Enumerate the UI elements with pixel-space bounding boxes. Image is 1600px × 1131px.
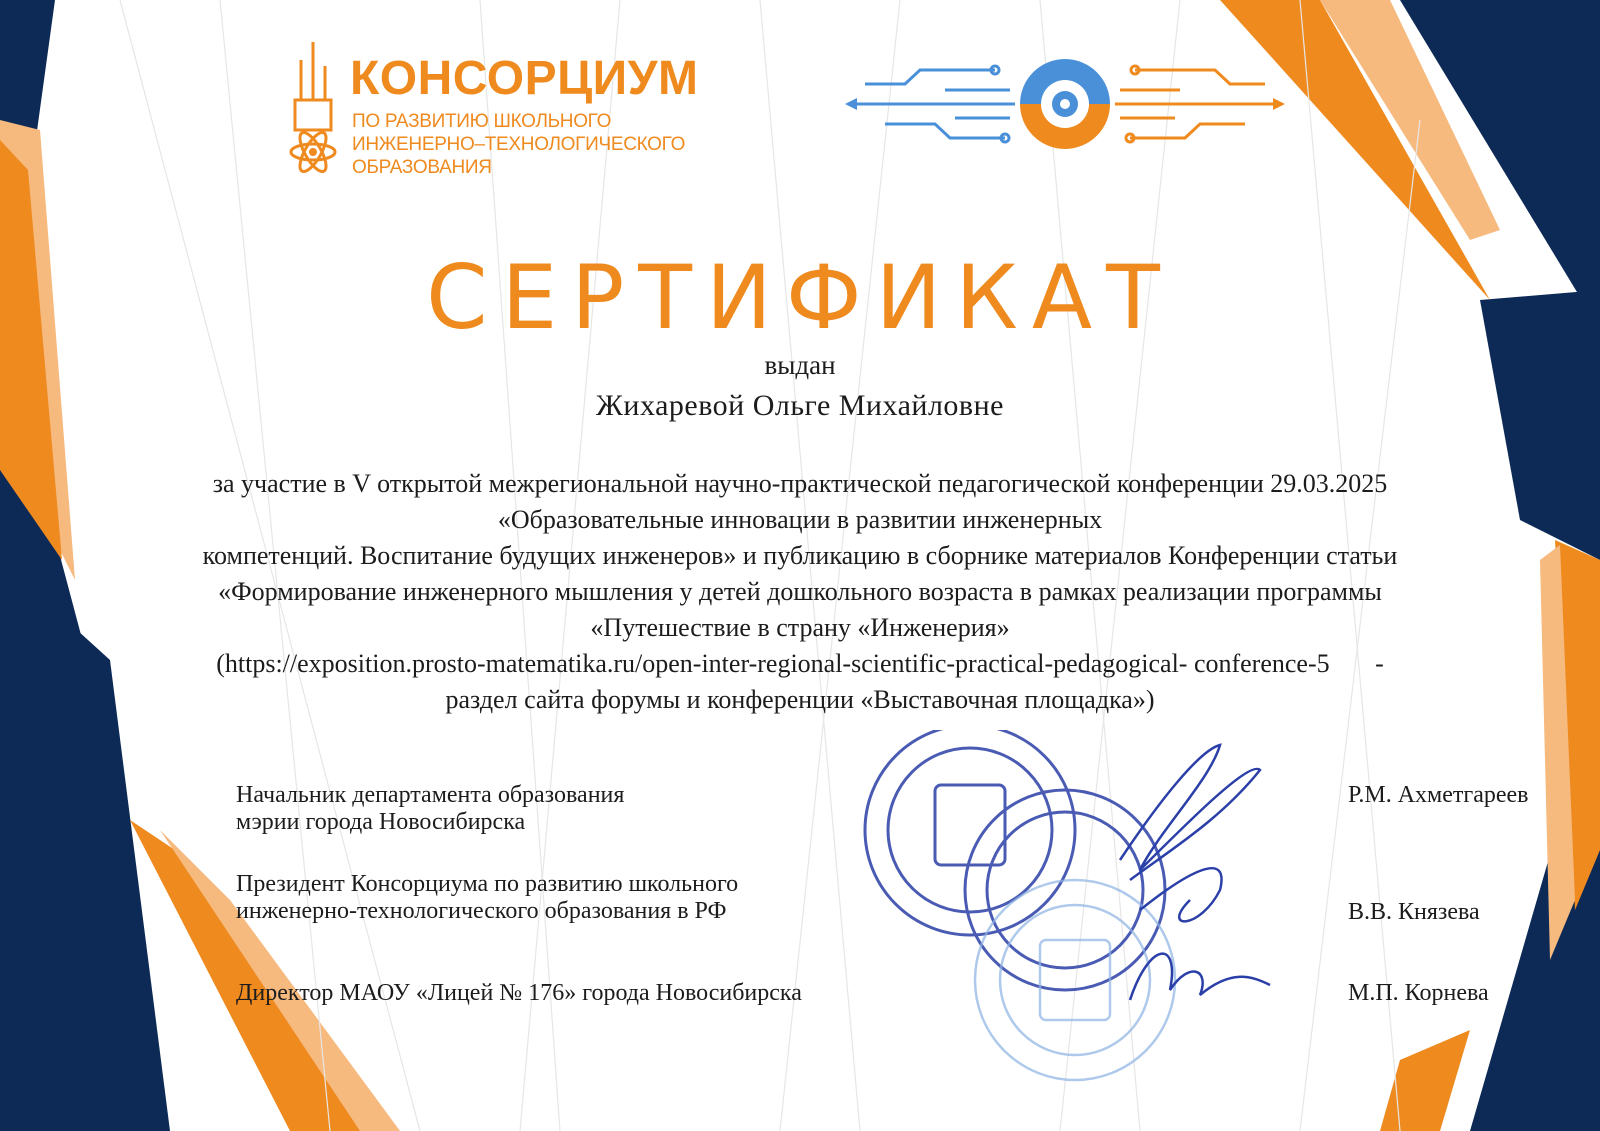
certificate-title: СЕРТИФИКАТ: [426, 246, 1174, 349]
issued-label: выдан: [764, 350, 836, 380]
body-line-1: за участие в V открытой межрегиональной научно-практической педагогической конференции 29.03.2025: [212, 469, 1388, 498]
body-line-7: раздел сайта форумы и конференции «Выставочная площадка»): [445, 685, 1155, 714]
signatory-1-title-line-1: Начальник департамента образования: [236, 782, 625, 808]
signatory-2-title-line-1: Президент Консорциума по развитию школьного: [236, 871, 739, 897]
body-line-5: «Путешествие в страну «Инженерия»: [590, 613, 1010, 642]
signatory-1-title-line-2: мэрии города Новосибирска: [236, 809, 526, 835]
logo-subtitle-line-2: ИНЖЕНЕРНО–ТЕХНОЛОГИЧЕСКОГО: [352, 134, 686, 155]
signatory-1-name: Р.М. Ахметгареев: [1348, 782, 1529, 808]
signatory-2-title-line-2: инженерно-технологического образования в РФ: [236, 898, 727, 924]
logo-subtitle-line-3: ОБРАЗОВАНИЯ: [352, 157, 492, 178]
body-line-4: «Формирование инженерного мышления у детей дошкольного возраста в рамках реализации программы: [218, 577, 1382, 606]
circuit-eye-emblem-icon: [845, 52, 1285, 164]
body-line-2: «Образовательные инновации в развитии инженерных: [497, 505, 1103, 534]
body-line-3: компетенций. Воспитание будущих инженеров» и публикацию в сборнике материалов Конференции статьи: [202, 541, 1398, 570]
signature-icon: [1100, 740, 1300, 1030]
recipient-name: Жихаревой Ольге Михайловне: [596, 389, 1004, 422]
signatory-3-name: М.П. Корнева: [1348, 980, 1489, 1006]
logo-name: КОНСОРЦИУМ: [350, 52, 699, 105]
body-line-url: (https://exposition.prosto-matematika.ru/open-inter-regional-scientific-practical-pedagogical- conference-5 -: [216, 649, 1384, 678]
signatory-3-title-line-1: Директор МАОУ «Лицей № 176» города Новосибирска: [236, 980, 802, 1006]
atom-towers-logo-icon: [283, 40, 343, 176]
logo-subtitle-line-1: ПО РАЗВИТИЮ ШКОЛЬНОГО: [352, 111, 612, 132]
signatory-2-name: В.В. Князева: [1348, 899, 1480, 925]
